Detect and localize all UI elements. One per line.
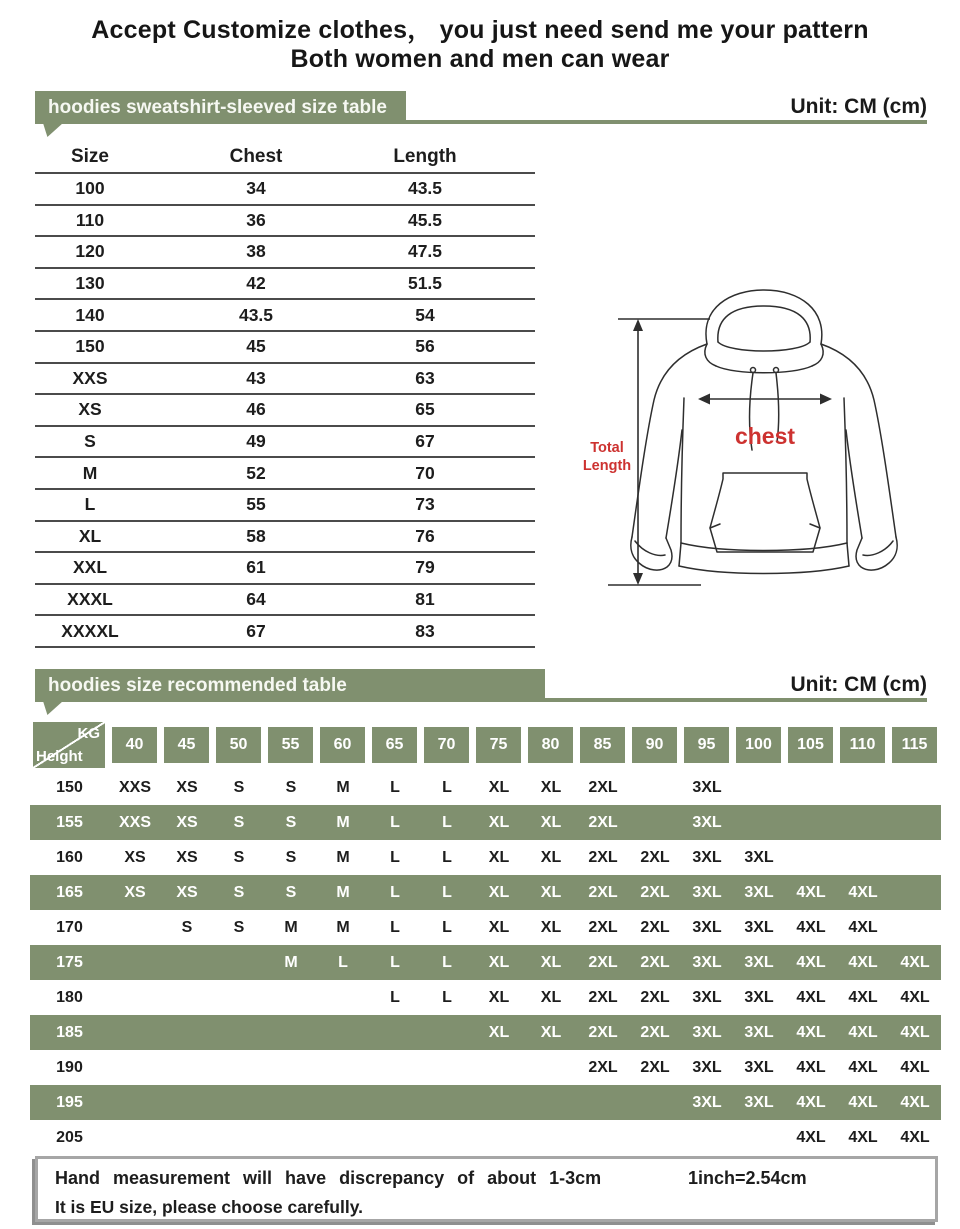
table-row bbox=[35, 300, 535, 332]
size-cell: 2XL bbox=[588, 953, 618, 971]
kg-column-header: 110 bbox=[840, 727, 885, 763]
size-cell: 3XL bbox=[692, 953, 722, 971]
kg-column-header: 65 bbox=[372, 727, 417, 763]
size-cell: XXL bbox=[72, 557, 108, 578]
kg-column-header: 50 bbox=[216, 727, 261, 763]
size-cell: XL bbox=[488, 848, 510, 866]
chest-cell: 45 bbox=[246, 336, 266, 357]
size-cell: 3XL bbox=[744, 953, 774, 971]
footer-line2: It is EU size, please choose carefully. bbox=[55, 1197, 364, 1217]
kg-column-header: 105 bbox=[788, 727, 833, 763]
size-cell: S bbox=[233, 813, 245, 831]
size-cell: 3XL bbox=[744, 918, 774, 936]
table-row bbox=[30, 945, 941, 980]
size-cell: 2XL bbox=[640, 883, 670, 901]
chest-cell: 61 bbox=[246, 557, 266, 578]
size-cell: 2XL bbox=[640, 1058, 670, 1076]
unit-label-1: Unit: CM (cm) bbox=[790, 95, 927, 118]
page-title-line1: Accept Customize clothes， you just need send me your pattern bbox=[91, 16, 869, 44]
recommend-table-banner: hoodies size recommended table bbox=[35, 669, 545, 702]
size-cell: 2XL bbox=[588, 883, 618, 901]
kg-column-header: 90 bbox=[632, 727, 677, 763]
size-cell: L bbox=[390, 848, 400, 866]
size-cell: 2XL bbox=[640, 988, 670, 1006]
height-label: 190 bbox=[56, 1058, 83, 1076]
total-length-label-line2: Length bbox=[582, 458, 632, 474]
banner-rule bbox=[406, 120, 927, 124]
kg-column-header: 80 bbox=[528, 727, 573, 763]
size-cell: S bbox=[285, 778, 297, 796]
size-cell: 2XL bbox=[588, 988, 618, 1006]
size-cell: 4XL bbox=[796, 918, 826, 936]
table-row bbox=[30, 840, 941, 875]
table-row bbox=[30, 770, 941, 805]
size-cell: L bbox=[442, 883, 452, 901]
size-cell: 4XL bbox=[848, 918, 878, 936]
size-cell: 2XL bbox=[588, 848, 618, 866]
footer-note-box bbox=[35, 1156, 938, 1222]
length-cell: 76 bbox=[415, 525, 435, 546]
size-cell: XL bbox=[540, 953, 562, 971]
size-cell: 4XL bbox=[848, 1093, 878, 1111]
size-cell: 4XL bbox=[796, 883, 826, 901]
kg-column-header: 95 bbox=[684, 727, 729, 763]
table-row bbox=[35, 616, 535, 648]
table-row bbox=[35, 458, 535, 490]
kg-column-header: 60 bbox=[320, 727, 365, 763]
table-row bbox=[35, 490, 535, 522]
length-cell: 81 bbox=[415, 589, 435, 610]
size-cell: XL bbox=[540, 918, 562, 936]
chest-cell: 36 bbox=[246, 209, 266, 230]
table-row bbox=[35, 237, 535, 269]
size-cell: 150 bbox=[75, 336, 105, 357]
height-label: 170 bbox=[56, 918, 83, 936]
size-cell: XXS bbox=[72, 367, 108, 388]
column-header-size: Size bbox=[70, 145, 110, 167]
size-cell: XXXL bbox=[67, 589, 113, 610]
size-cell: 4XL bbox=[900, 953, 930, 971]
table-row bbox=[30, 910, 941, 945]
size-cell: L bbox=[442, 848, 452, 866]
length-cell: 83 bbox=[415, 620, 435, 641]
size-cell: S bbox=[233, 778, 245, 796]
length-cell: 43.5 bbox=[407, 178, 443, 199]
height-label: 160 bbox=[56, 848, 83, 866]
size-cell: 3XL bbox=[744, 1023, 774, 1041]
size-cell: S bbox=[233, 918, 245, 936]
banner-tail bbox=[43, 123, 63, 137]
length-cell: 73 bbox=[415, 494, 435, 515]
size-cell: 4XL bbox=[796, 1023, 826, 1041]
height-label: 155 bbox=[56, 813, 83, 831]
size-cell: M bbox=[82, 462, 98, 483]
size-cell: L bbox=[84, 494, 96, 515]
size-cell: XL bbox=[488, 918, 510, 936]
page-title-line2: Both women and men can wear bbox=[290, 45, 670, 73]
size-table-banner: hoodies sweatshirt-sleeved size table bbox=[35, 91, 406, 124]
table-row bbox=[30, 1085, 941, 1120]
footer-inch-note: 1inch=2.54cm bbox=[688, 1168, 807, 1188]
size-cell: 110 bbox=[75, 209, 105, 230]
column-header-length: Length bbox=[393, 145, 457, 167]
size-cell: 3XL bbox=[744, 1058, 774, 1076]
size-cell: L bbox=[390, 778, 400, 796]
size-cell: 130 bbox=[75, 273, 105, 294]
size-cell: XL bbox=[540, 1023, 562, 1041]
size-cell: 4XL bbox=[796, 1093, 826, 1111]
size-cell: S bbox=[181, 918, 193, 936]
size-cell: XL bbox=[540, 778, 562, 796]
size-cell: 4XL bbox=[796, 988, 826, 1006]
size-cell: S bbox=[285, 848, 297, 866]
size-cell: 2XL bbox=[640, 953, 670, 971]
size-cell: 2XL bbox=[588, 778, 618, 796]
size-cell: L bbox=[442, 918, 452, 936]
kg-column-header: 40 bbox=[112, 727, 157, 763]
size-cell: L bbox=[442, 778, 452, 796]
size-cell: XS bbox=[176, 848, 198, 866]
size-cell: 2XL bbox=[588, 1023, 618, 1041]
kg-column-header: 100 bbox=[736, 727, 781, 763]
size-cell: L bbox=[390, 883, 400, 901]
size-cell: 4XL bbox=[848, 1058, 878, 1076]
footer-line1: Hand measurement will have discrepancy of about 1-3cm bbox=[55, 1168, 602, 1188]
table-row bbox=[30, 1120, 941, 1155]
size-cell: 3XL bbox=[692, 918, 722, 936]
chest-cell: 34 bbox=[246, 178, 266, 199]
size-cell: 4XL bbox=[848, 883, 878, 901]
table-row bbox=[30, 805, 941, 840]
length-cell: 79 bbox=[415, 557, 435, 578]
size-cell: XL bbox=[488, 813, 510, 831]
table-row bbox=[35, 522, 535, 554]
corner-kg-label: KG bbox=[77, 725, 100, 742]
table-row bbox=[35, 427, 535, 459]
size-cell: M bbox=[336, 778, 350, 796]
size-cell: XL bbox=[488, 953, 510, 971]
kg-column-header: 70 bbox=[424, 727, 469, 763]
size-cell: XXXXL bbox=[61, 620, 119, 641]
size-table-header bbox=[35, 141, 535, 174]
size-cell: 3XL bbox=[744, 883, 774, 901]
size-cell: XXS bbox=[118, 778, 151, 796]
table-row bbox=[30, 1050, 941, 1085]
size-cell: XS bbox=[78, 399, 102, 420]
size-cell: 3XL bbox=[692, 988, 722, 1006]
size-cell: 4XL bbox=[900, 1058, 930, 1076]
size-cell: 3XL bbox=[744, 1093, 774, 1111]
length-cell: 65 bbox=[415, 399, 435, 420]
banner-rule bbox=[545, 698, 927, 702]
total-length-label-line1: Total bbox=[590, 440, 624, 456]
table-row bbox=[35, 553, 535, 585]
chest-cell: 38 bbox=[246, 241, 266, 262]
size-cell: 4XL bbox=[848, 1023, 878, 1041]
size-cell: M bbox=[336, 848, 350, 866]
banner-tail bbox=[43, 701, 63, 715]
size-table bbox=[35, 141, 535, 648]
size-cell: XL bbox=[540, 813, 562, 831]
size-cell: 3XL bbox=[692, 1058, 722, 1076]
size-cell: L bbox=[442, 988, 452, 1006]
height-label: 180 bbox=[56, 988, 83, 1006]
size-cell: XS bbox=[124, 883, 146, 901]
kg-column-header: 75 bbox=[476, 727, 521, 763]
length-cell: 51.5 bbox=[407, 273, 443, 294]
size-cell: XL bbox=[540, 848, 562, 866]
size-cell: 4XL bbox=[796, 1128, 826, 1146]
size-cell: 2XL bbox=[588, 813, 618, 831]
chest-cell: 43 bbox=[246, 367, 266, 388]
table-row bbox=[35, 332, 535, 364]
size-cell: XS bbox=[176, 883, 198, 901]
recommend-table-body bbox=[30, 770, 941, 1155]
size-cell: L bbox=[390, 988, 400, 1006]
length-cell: 70 bbox=[415, 462, 435, 483]
size-cell: L bbox=[390, 953, 400, 971]
size-cell: XL bbox=[488, 988, 510, 1006]
table-row bbox=[35, 174, 535, 206]
chest-cell: 58 bbox=[246, 525, 266, 546]
column-header-chest: Chest bbox=[229, 145, 283, 167]
size-cell: XL bbox=[540, 988, 562, 1006]
size-cell: XS bbox=[176, 778, 198, 796]
size-cell: 3XL bbox=[692, 1093, 722, 1111]
size-cell: 4XL bbox=[900, 1128, 930, 1146]
chest-cell: 42 bbox=[246, 273, 266, 294]
size-cell: M bbox=[284, 953, 298, 971]
table-row bbox=[30, 1015, 941, 1050]
size-cell: S bbox=[285, 883, 297, 901]
size-cell: 3XL bbox=[692, 883, 722, 901]
chest-label: chest bbox=[734, 423, 796, 449]
size-cell: XL bbox=[488, 883, 510, 901]
size-cell: 2XL bbox=[588, 918, 618, 936]
length-cell: 56 bbox=[415, 336, 435, 357]
length-cell: 47.5 bbox=[407, 241, 443, 262]
size-cell: L bbox=[442, 813, 452, 831]
height-label: 185 bbox=[56, 1023, 83, 1041]
table-row bbox=[35, 395, 535, 427]
size-cell: 3XL bbox=[744, 848, 774, 866]
size-cell: 4XL bbox=[796, 1058, 826, 1076]
length-cell: 54 bbox=[415, 304, 435, 325]
kg-header-cells bbox=[112, 727, 944, 763]
size-cell: XL bbox=[488, 1023, 510, 1041]
size-cell: M bbox=[284, 918, 298, 936]
size-table-body bbox=[35, 174, 535, 648]
size-cell: S bbox=[233, 883, 245, 901]
table-row bbox=[30, 875, 941, 910]
size-cell: XS bbox=[124, 848, 146, 866]
size-cell: 4XL bbox=[900, 1093, 930, 1111]
size-cell: 3XL bbox=[692, 1023, 722, 1041]
size-cell: S bbox=[285, 813, 297, 831]
size-cell: S bbox=[233, 848, 245, 866]
height-label: 205 bbox=[56, 1128, 83, 1146]
size-cell: XL bbox=[540, 883, 562, 901]
size-cell: 3XL bbox=[692, 813, 722, 831]
size-cell: L bbox=[442, 953, 452, 971]
chest-cell: 43.5 bbox=[238, 304, 274, 325]
size-cell: 120 bbox=[75, 241, 105, 262]
unit-label-2: Unit: CM (cm) bbox=[790, 673, 927, 696]
size-cell: L bbox=[338, 953, 348, 971]
size-cell: 140 bbox=[75, 304, 105, 325]
table-row bbox=[35, 206, 535, 238]
kg-column-header: 55 bbox=[268, 727, 313, 763]
arrowheads bbox=[633, 319, 832, 585]
length-cell: 45.5 bbox=[407, 209, 443, 230]
size-cell: M bbox=[336, 813, 350, 831]
size-cell: S bbox=[84, 431, 96, 452]
size-cell: L bbox=[390, 918, 400, 936]
size-cell: M bbox=[336, 883, 350, 901]
table-row bbox=[35, 364, 535, 396]
height-label: 150 bbox=[56, 778, 83, 796]
chest-cell: 67 bbox=[246, 620, 266, 641]
height-label: 195 bbox=[56, 1093, 83, 1111]
size-cell: 4XL bbox=[900, 988, 930, 1006]
hoodie-measurement-diagram bbox=[560, 280, 960, 610]
size-cell: 4XL bbox=[848, 953, 878, 971]
size-cell: 2XL bbox=[640, 1023, 670, 1041]
size-cell: 4XL bbox=[848, 1128, 878, 1146]
height-label: 175 bbox=[56, 953, 83, 971]
kg-header-row bbox=[33, 722, 944, 768]
size-cell: 3XL bbox=[692, 778, 722, 796]
size-cell: 4XL bbox=[796, 953, 826, 971]
size-cell: 2XL bbox=[640, 848, 670, 866]
size-cell: M bbox=[336, 918, 350, 936]
kg-column-header: 45 bbox=[164, 727, 209, 763]
chest-cell: 46 bbox=[246, 399, 266, 420]
chest-cell: 55 bbox=[246, 494, 266, 515]
size-cell: 3XL bbox=[692, 848, 722, 866]
kg-column-header: 85 bbox=[580, 727, 625, 763]
chest-cell: 49 bbox=[246, 431, 266, 452]
size-cell: L bbox=[390, 813, 400, 831]
size-cell: XXS bbox=[118, 813, 151, 831]
table-row bbox=[35, 585, 535, 617]
size-cell: 4XL bbox=[848, 988, 878, 1006]
size-cell: XL bbox=[78, 525, 102, 546]
size-cell: 3XL bbox=[744, 988, 774, 1006]
size-cell: 100 bbox=[75, 178, 105, 199]
size-cell: 4XL bbox=[900, 1023, 930, 1041]
length-cell: 67 bbox=[415, 431, 435, 452]
size-cell: XL bbox=[488, 778, 510, 796]
size-cell: 2XL bbox=[640, 918, 670, 936]
table-row bbox=[30, 980, 941, 1015]
size-cell: 2XL bbox=[588, 1058, 618, 1076]
chest-cell: 64 bbox=[246, 589, 266, 610]
size-cell: XS bbox=[176, 813, 198, 831]
table-row bbox=[35, 269, 535, 301]
length-cell: 63 bbox=[415, 367, 435, 388]
height-label: 165 bbox=[56, 883, 83, 901]
corner-height-label: Height bbox=[36, 748, 83, 765]
chest-cell: 52 bbox=[246, 462, 266, 483]
kg-column-header: 115 bbox=[892, 727, 937, 763]
corner-cell bbox=[33, 722, 105, 768]
